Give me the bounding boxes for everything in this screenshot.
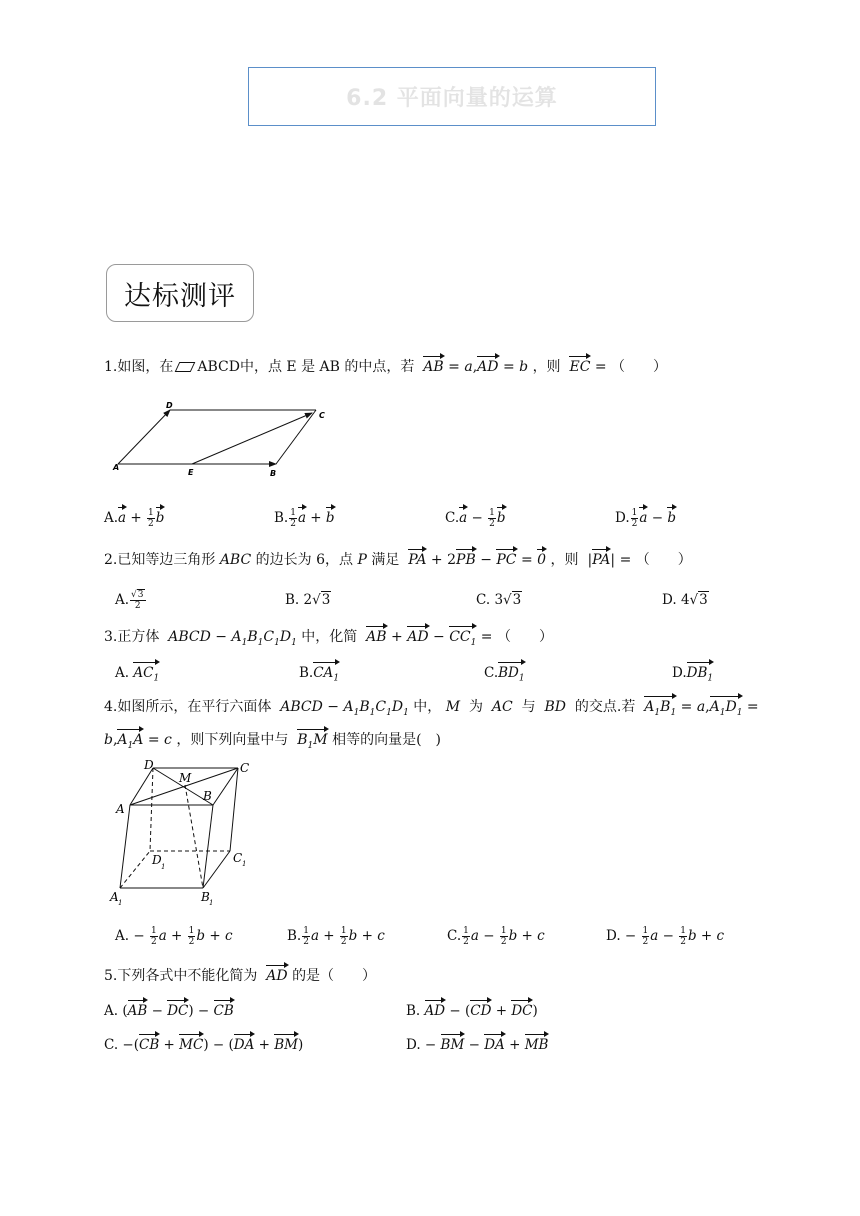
- q4-option-c[interactable]: C. $\frac{1}{2}$ a − $\frac{1}{2}$ b + c: [447, 926, 545, 947]
- q1-condition: AB = a,AD = b: [423, 359, 529, 375]
- q4-label-c: C: [240, 761, 250, 775]
- q5-option-d[interactable]: D. − BM − DA + MB: [406, 1037, 549, 1053]
- svg-text:1: 1: [161, 863, 166, 871]
- q1-label-c: C: [319, 411, 325, 420]
- q4-label-b1: B: [201, 890, 210, 904]
- q5-option-a[interactable]: A. (AB − DC) − CB: [104, 1003, 234, 1019]
- q4-option-d[interactable]: D. − $\frac{1}{2}$ a − $\frac{1}{2}$ b + c: [606, 926, 725, 947]
- q4-label-c1: C: [233, 851, 243, 865]
- q4-option-a[interactable]: A. − $\frac{1}{2}$ a + $\frac{1}{2}$ b + c: [115, 926, 233, 947]
- q4-figure-parallelepiped: [108, 758, 258, 908]
- q2-option-c[interactable]: C. 3√3: [476, 592, 522, 608]
- question-4-line-1: 4.如图所示，在平行六面体 ABCD − $A_1B_1C_1D_1$ 中， M 为 AC 与 BD 的交点.若 $A_1B_1 = a,A_1D_1$ =: [104, 697, 759, 723]
- q1-option-a[interactable]: A.a + $\frac{1}{2}$ b: [104, 508, 165, 529]
- q4-option-b[interactable]: B. $\frac{1}{2}$ a + $\frac{1}{2}$ b + c: [287, 926, 385, 947]
- q4-label-m: M: [179, 771, 192, 785]
- q5-option-c[interactable]: C. −(CB + MC) − (DA + BM): [104, 1037, 304, 1053]
- q4-label-b: B: [203, 789, 212, 803]
- q1-figure-parallelogram: [110, 398, 335, 480]
- parallelogram-icon: [175, 362, 196, 372]
- q3-option-b[interactable]: $B.CA_1$: [299, 663, 339, 689]
- q4-label-d: D: [144, 758, 154, 772]
- question-2: 2.已知等边三角形 ABC 的边长为 6，点 P 满足 PA + 2PB − PC = 0 ，则 |PA| = （ ）: [104, 552, 692, 568]
- q4-label-d1: D: [152, 853, 162, 867]
- q4-label-a1: A: [110, 890, 119, 904]
- page-title: 6.2 平面向量的运算: [346, 86, 558, 111]
- section-heading: 达标测评: [124, 280, 236, 312]
- q1-label-e: E: [188, 468, 194, 477]
- q2-option-b[interactable]: B. 2√3: [285, 592, 331, 608]
- svg-text:1: 1: [242, 860, 247, 868]
- q1-label-a: A: [113, 463, 120, 472]
- q1-option-d[interactable]: D. $\frac{1}{2}$ a − b: [615, 508, 676, 529]
- q3-option-c[interactable]: $C.BD_1$: [484, 663, 525, 689]
- title-box: [248, 67, 656, 126]
- q1-label-b: B: [270, 469, 277, 478]
- question-4-line-2: $b,A_1A = c$ ，则下列向量中与 $B_1M$ 相等的向量是( ): [104, 730, 441, 756]
- q5-option-b[interactable]: B. AD − (CD + DC): [406, 1003, 538, 1019]
- section-heading-box: [106, 264, 254, 322]
- q4-label-a: A: [116, 802, 125, 816]
- q2-option-a[interactable]: A. $\frac{√3}{2}$: [115, 590, 144, 611]
- q2-option-d[interactable]: D. 4√3: [662, 592, 708, 608]
- q3-option-d[interactable]: $D.DB_1$: [672, 663, 713, 689]
- q1-option-c[interactable]: C.a − $\frac{1}{2}$ b: [445, 508, 506, 529]
- svg-text:1: 1: [209, 899, 214, 907]
- q3-option-a[interactable]: A. $AC_1$: [115, 663, 159, 689]
- svg-text:1: 1: [118, 899, 123, 907]
- question-5: 5.下列各式中不能化简为 AD 的是（ ）: [104, 968, 377, 984]
- q1-option-b[interactable]: B. $\frac{1}{2}$ a + b: [274, 508, 335, 529]
- question-3: 3.正方体 ABCD − $A_1B_1C_1D_1$ 中，化简 AB + AD − $CC_1$ = （ ）: [104, 627, 553, 653]
- question-1: 1.如图，在 ABCD中，点 E 是 AB 的中点，若 AB = a,AD = b ，则 EC = （ ）: [104, 359, 668, 375]
- q1-label-d: D: [166, 401, 173, 410]
